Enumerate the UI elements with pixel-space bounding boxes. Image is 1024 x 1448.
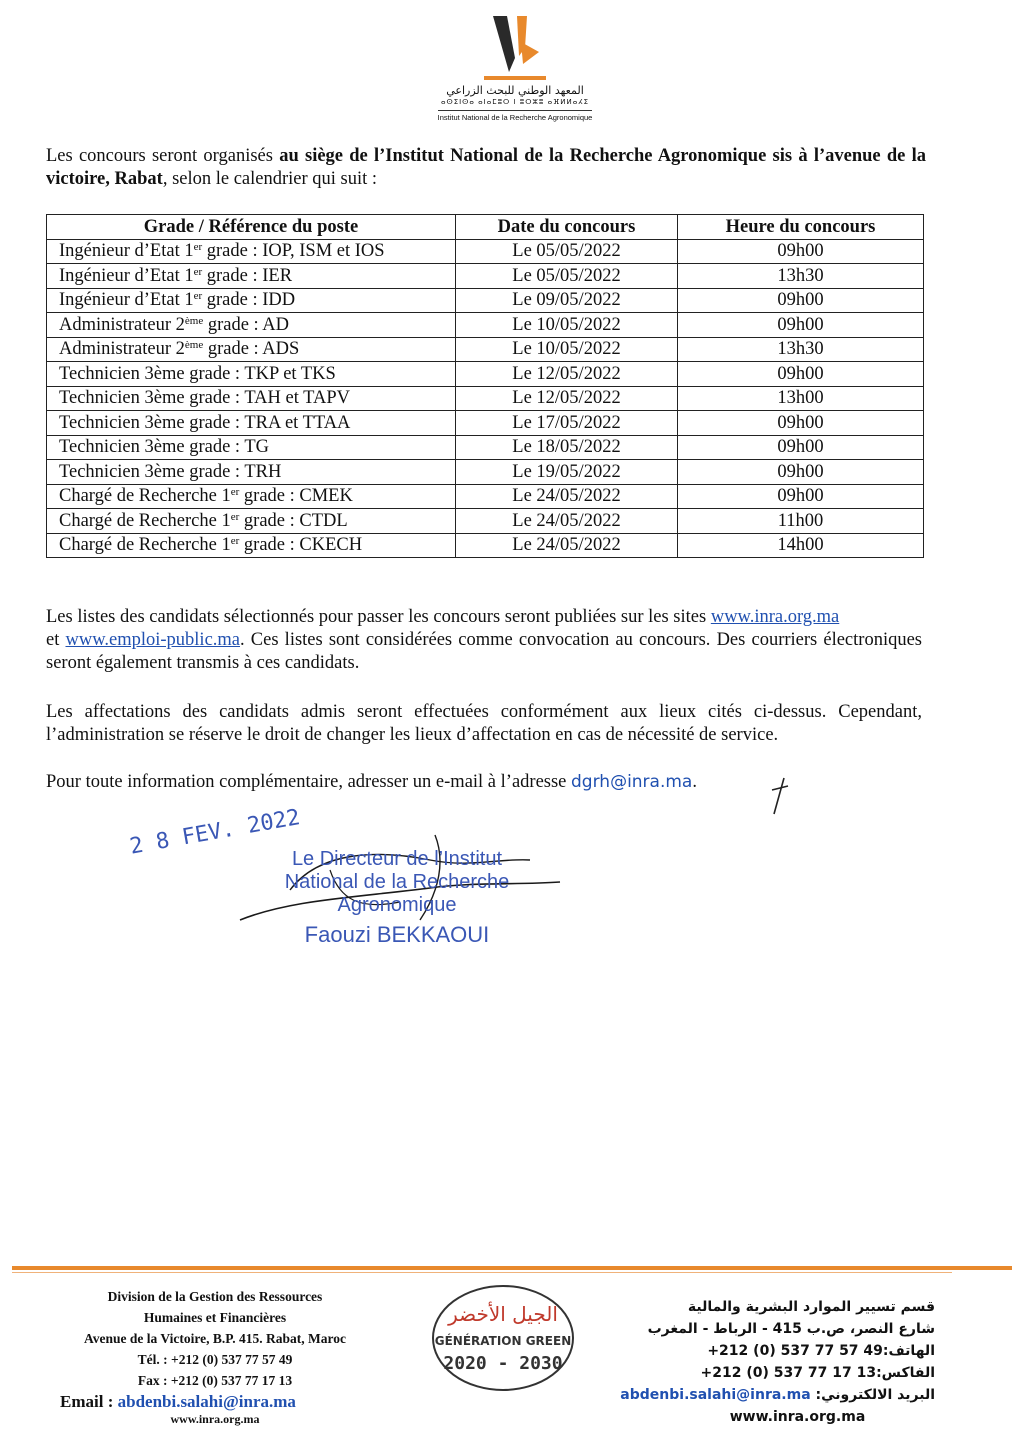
cell-time: 09h00 [678,362,924,387]
contact-email[interactable]: dgrh@inra.ma [571,772,693,792]
cell-time: 09h00 [678,313,924,338]
grade-reference: grade : AD [203,314,290,335]
footer-ar-email-row [620,1384,935,1406]
intro-text-2: , selon le calendrier qui suit : [162,169,378,189]
cell-grade [47,313,456,338]
initial-mark-icon [768,776,792,816]
cell-grade [47,533,456,558]
grade-superscript: ème [184,339,204,352]
table-row [47,411,924,436]
footer-ar-email-link[interactable]: abdenbi.salahi@inra.ma [620,1387,811,1403]
cell-date: Le 19/05/2022 [456,460,678,485]
cell-date: Le 24/05/2022 [456,509,678,534]
footer-division-line-2: Humaines et Financières [143,1310,287,1325]
cell-date: Le 24/05/2022 [456,484,678,509]
stamp-date: 2 8 FEV. 2022 [128,805,302,860]
grade-reference: grade : IOP, ISM et IOS [202,241,385,262]
grade-reference: grade : CTDL [239,510,348,531]
cell-time: 13h30 [678,264,924,289]
grade-reference: grade : IDD [202,290,296,311]
cell-date: Le 12/05/2022 [456,362,678,387]
grade-reference: grade : IER [202,265,293,286]
table-row [47,264,924,289]
footer-division-line-1: Division de la Gestion des Ressources [107,1289,323,1304]
stamp-director-name: Faouzi BEKKAOUI [304,922,490,947]
footer-ar-email-label: البريد الالكتروني: [810,1387,935,1403]
lists-text-3: . Ces listes sont considérées comme convocation au concours. Des courriers électroniques seront également transmis à ces candidats. [46,630,922,673]
footer-ar-phone: الهاتف:49 57 77 537 (0) 212+ [707,1343,935,1359]
grade-reference: grade : ADS [203,339,300,360]
inra-site-link[interactable]: www.inra.org.ma [710,607,840,627]
footer-address: Avenue de la Victoire, B.P. 415. Rabat, Maroc [84,1331,346,1346]
footer-ar-site[interactable]: www.inra.org.ma [729,1409,866,1425]
footer-ar-division: قسم تسيير الموارد البشرية والمالية [687,1299,935,1315]
footer-email-row [40,1391,390,1412]
footer-email-label: Email : [60,1392,118,1411]
logo-french-name: Institut National de la Recherche Agronomique [438,110,593,123]
cell-date: Le 05/05/2022 [456,239,678,264]
grade-text: Chargé de Recherche 1 [59,486,231,507]
cell-date: Le 10/05/2022 [456,313,678,338]
cell-date: Le 17/05/2022 [456,411,678,436]
footer-french-contact [40,1286,390,1426]
cell-time: 09h00 [678,484,924,509]
table-row [47,288,924,313]
footer-fax: Fax : +212 (0) 537 77 17 13 [137,1373,293,1388]
intro-bold-location: au siège de l’Institut National de la Recherche Agronomique sis à l’avenue de la victoire, Rabat [46,146,926,189]
cell-date: Le 18/05/2022 [456,435,678,460]
cell-time: 09h00 [678,239,924,264]
table-row [47,460,924,485]
cell-date: Le 09/05/2022 [456,288,678,313]
cell-grade [47,435,456,460]
table-row [47,484,924,509]
cell-time: 09h00 [678,460,924,485]
footer-phone: Tél. : +212 (0) 537 77 57 49 [137,1352,293,1367]
emploi-public-link[interactable]: www.emploi-public.ma [65,630,241,650]
grade-text: Ingénieur d’Etat 1 [59,241,194,262]
table-row [47,239,924,264]
lists-text-1: Les listes des candidats sélectionnés pour passer les concours seront publiées sur les sites [46,607,711,627]
footer-ar-address: شارع النصر، ص.ب 415 - الرباط - المغرب [647,1321,935,1337]
footer-divider [12,1266,1012,1270]
cell-date: Le 10/05/2022 [456,337,678,362]
cell-time: 09h00 [678,288,924,313]
cell-time: 13h30 [678,337,924,362]
cell-grade [47,362,456,387]
cell-grade [47,337,456,362]
cell-grade [47,460,456,485]
intro-paragraph [46,145,926,191]
grade-text: Technicien 3ème grade : TKP et TKS [59,363,336,384]
footer-site[interactable]: www.inra.org.ma [170,1412,260,1426]
footer-arabic-contact [620,1296,935,1428]
table-row [47,337,924,362]
cell-time: 11h00 [678,509,924,534]
intro-text-1: Les concours seront organisés [46,146,280,166]
info-end: . [692,772,697,792]
table-row [47,313,924,338]
grade-text: Administrateur 2 [59,339,185,360]
cell-date: Le 24/05/2022 [456,533,678,558]
cell-date: Le 05/05/2022 [456,264,678,289]
header-grade: Grade / Référence du poste [47,215,456,240]
grade-text: Chargé de Recherche 1 [59,535,231,556]
grade-text: Technicien 3ème grade : TAH et TAPV [59,388,350,409]
cell-grade [47,411,456,436]
header-time: Heure du concours [678,215,924,240]
grade-reference: grade : CMEK [239,486,353,507]
grade-superscript: ème [184,314,204,327]
cell-time: 13h00 [678,386,924,411]
grade-superscript: er [193,241,203,254]
cell-grade [47,386,456,411]
cell-grade [47,509,456,534]
grade-text: Chargé de Recherche 1 [59,510,231,531]
grade-superscript: er [230,510,240,523]
grade-text: Ingénieur d’Etat 1 [59,265,194,286]
stamp-line-2: National de la Recherche [284,871,510,893]
grade-reference: grade : CKECH [239,535,363,556]
director-stamp [262,848,532,946]
cell-time: 09h00 [678,411,924,436]
cell-grade [47,288,456,313]
grade-text: Technicien 3ème grade : TG [59,437,269,458]
lists-paragraph [46,606,922,675]
inra-logo [420,12,610,142]
info-paragraph [46,771,846,794]
logo-arabic-name: المعهد الوطني للبحث الزراعي [446,84,584,97]
info-text: Pour toute information complémentaire, adresser un e-mail à l’adresse [46,772,572,792]
affectations-paragraph: Les affectations des candidats admis seront effectuées conformément aux lieux cités ci-dessus. Cependant, l’administration se réserve le droit de changer les lieux d’affectation en cas de nécessité de service. [46,702,922,745]
table-row [47,533,924,558]
table-header-row [47,215,924,240]
logo-tifinagh-name: ⴰⵙⵉⵏⵙⴰ ⴰⵏⴰⵎⵓⵔ ⵏ ⵓⵔⵣⵓ ⴰⴼⵍⵍⴰⵃⵉ [440,98,590,106]
grade-superscript: er [193,265,203,278]
grade-text: Technicien 3ème grade : TRA et TTAA [59,412,351,433]
grade-superscript: er [230,486,240,499]
header-date: Date du concours [456,215,678,240]
grade-text: Technicien 3ème grade : TRH [59,461,282,482]
inra-emblem-icon [485,12,545,74]
seal-name: GÉNÉRATION GREEN [434,1334,572,1348]
table-row [47,386,924,411]
footer-ar-fax: الفاكس:13 17 77 537 (0) 212+ [700,1365,935,1381]
cell-grade [47,239,456,264]
table-row [47,509,924,534]
grade-text: Administrateur 2 [59,314,185,335]
table-row [47,435,924,460]
cell-date: Le 12/05/2022 [456,386,678,411]
seal-arabic: الجيل الأخضر [448,1302,558,1326]
grade-superscript: er [230,535,240,548]
grade-superscript: er [193,290,203,303]
cell-time: 09h00 [678,435,924,460]
cell-grade [47,264,456,289]
footer-email-link[interactable]: abdenbi.salahi@inra.ma [117,1392,296,1411]
cell-grade [47,484,456,509]
seal-years: 2020 - 2030 [443,1353,563,1374]
footer-divider-thin [12,1272,952,1273]
cell-time: 14h00 [678,533,924,558]
grade-text: Ingénieur d’Etat 1 [59,290,194,311]
logo-underline [484,76,546,80]
table-row [47,362,924,387]
lists-text-2: et [46,630,66,650]
generation-green-seal [428,1283,578,1393]
stamp-line-1: Le Directeur de l’Institut [291,848,503,870]
stamp-line-3: Agronomique [337,894,457,916]
schedule-table [46,214,924,558]
